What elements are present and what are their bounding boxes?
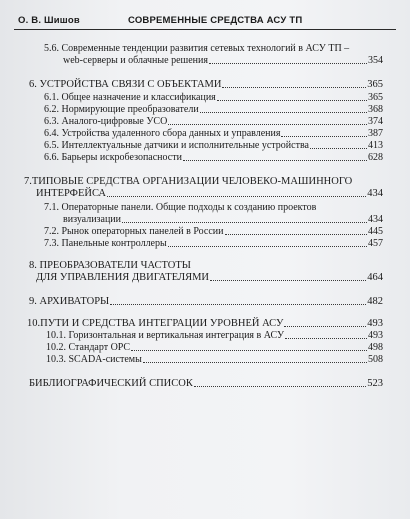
page-number: 365	[368, 92, 383, 103]
leader-dots	[225, 234, 368, 235]
toc-entry-7-2	[44, 226, 383, 238]
page-number: 354	[368, 55, 383, 66]
section-title: 7.2. Рынок операторных панелей в России	[44, 226, 224, 237]
section-title: 6.1. Общее назначение и классификация	[44, 92, 216, 103]
leader-dots	[217, 100, 367, 101]
section-title: 6.5. Интеллектуальные датчики и исполнительные устройства	[44, 140, 309, 151]
toc-entry-7-3	[44, 238, 383, 250]
page-number: 523	[367, 378, 383, 389]
page-number: 493	[368, 330, 383, 341]
page-number: 365	[367, 79, 383, 90]
leader-dots	[110, 304, 366, 305]
page-number: 434	[368, 214, 383, 225]
chapter-title: 6. УСТРОЙСТВА СВЯЗИ С ОБЪЕКТАМИ	[29, 79, 222, 90]
page-number: 434	[367, 188, 383, 199]
toc-entry-10-1	[46, 330, 383, 342]
leader-dots	[284, 326, 366, 327]
page-number: 482	[367, 296, 383, 307]
leader-dots	[209, 63, 367, 64]
page-number: 368	[368, 104, 383, 115]
toc-5-6-line1: 5.6. Современные тенденции развития сетевых технологий в АСУ ТП –	[44, 43, 350, 54]
page-number: 508	[368, 354, 383, 365]
toc-chapter-7	[36, 188, 383, 200]
toc-chapter-10	[27, 318, 383, 330]
chapter-title: ДЛЯ УПРАВЛЕНИЯ ДВИГАТЕЛЯМИ	[36, 272, 210, 283]
leader-dots	[168, 124, 367, 125]
leader-dots	[210, 280, 366, 281]
header-title: СОВРЕМЕННЫЕ СРЕДСТВА АСУ ТП	[128, 15, 303, 26]
toc-entry-6-4	[44, 128, 383, 140]
leader-dots	[143, 362, 367, 363]
page-number: 457	[368, 238, 383, 249]
section-title: 7.3. Панельные контроллеры	[44, 238, 167, 249]
toc-chapter-8	[36, 272, 383, 284]
section-title: 6.3. Аналого-цифровые УСО	[44, 116, 168, 127]
toc-entry-6-2	[44, 104, 383, 116]
section-title: 10.2. Стандарт OPC	[46, 342, 131, 353]
toc-entry-5-6	[63, 55, 383, 67]
leader-dots	[281, 136, 367, 137]
page-number: 498	[368, 342, 383, 353]
toc-entry-6-5	[44, 140, 383, 152]
section-title: 6.6. Барьеры искробезопасности	[44, 152, 182, 163]
toc-7-1-line1: 7.1. Операторные панели. Общие подходы к созданию проектов	[44, 202, 317, 213]
chapter-title: 10.ПУТИ И СРЕДСТВА ИНТЕГРАЦИИ УРОВНЕЙ АСУ	[27, 318, 284, 329]
header-author: О. В. Шишов	[18, 15, 80, 26]
toc-entry-6-6	[44, 152, 383, 164]
page-number: 387	[368, 128, 383, 139]
section-title: визуализации	[63, 214, 121, 225]
leader-dots	[131, 350, 367, 351]
chapter-title: БИБЛИОГРАФИЧЕСКИЙ СПИСОК	[29, 378, 193, 389]
leader-dots	[183, 160, 367, 161]
page-number: 493	[367, 318, 383, 329]
page-number: 628	[368, 152, 383, 163]
leader-dots	[285, 338, 367, 339]
toc-chapter-9	[29, 296, 383, 308]
page-number: 464	[367, 272, 383, 283]
page-number: 445	[368, 226, 383, 237]
leader-dots	[310, 148, 367, 149]
toc-entry-7-1	[63, 214, 383, 226]
toc-chapter-6	[29, 79, 383, 91]
toc-bibliography	[29, 378, 383, 390]
leader-dots	[194, 386, 366, 387]
toc-5-6-line2: web-серверы и облачные решения	[63, 55, 208, 66]
section-title: 6.2. Нормирующие преобразователи	[44, 104, 199, 115]
toc-chapter-8-line1: 8. ПРЕОБРАЗОВАТЕЛИ ЧАСТОТЫ	[29, 260, 191, 271]
toc-entry-10-3	[46, 354, 383, 366]
section-title: 10.3. SCADA-системы	[46, 354, 142, 365]
section-title: 10.1. Горизонтальная и вертикальная интеграция в АСУ	[46, 330, 285, 341]
leader-dots	[222, 87, 366, 88]
page-number: 413	[368, 140, 383, 151]
page-number: 374	[368, 116, 383, 127]
section-title: 6.4. Устройства удаленного сбора данных и управления	[44, 128, 281, 139]
leader-dots	[200, 112, 367, 113]
toc-entry-6-1	[44, 92, 383, 104]
toc-entry-6-3	[44, 116, 383, 128]
leader-dots	[107, 196, 366, 197]
chapter-title: 9. АРХИВАТОРЫ	[29, 296, 110, 307]
toc-chapter-7-line1: 7.ТИПОВЫЕ СРЕДСТВА ОРГАНИЗАЦИИ ЧЕЛОВЕКО-МАШИННОГО	[24, 176, 353, 187]
chapter-title: ИНТЕРФЕЙСА	[36, 188, 107, 199]
toc-entry-10-2	[46, 342, 383, 354]
leader-dots	[122, 222, 367, 223]
leader-dots	[168, 246, 367, 247]
